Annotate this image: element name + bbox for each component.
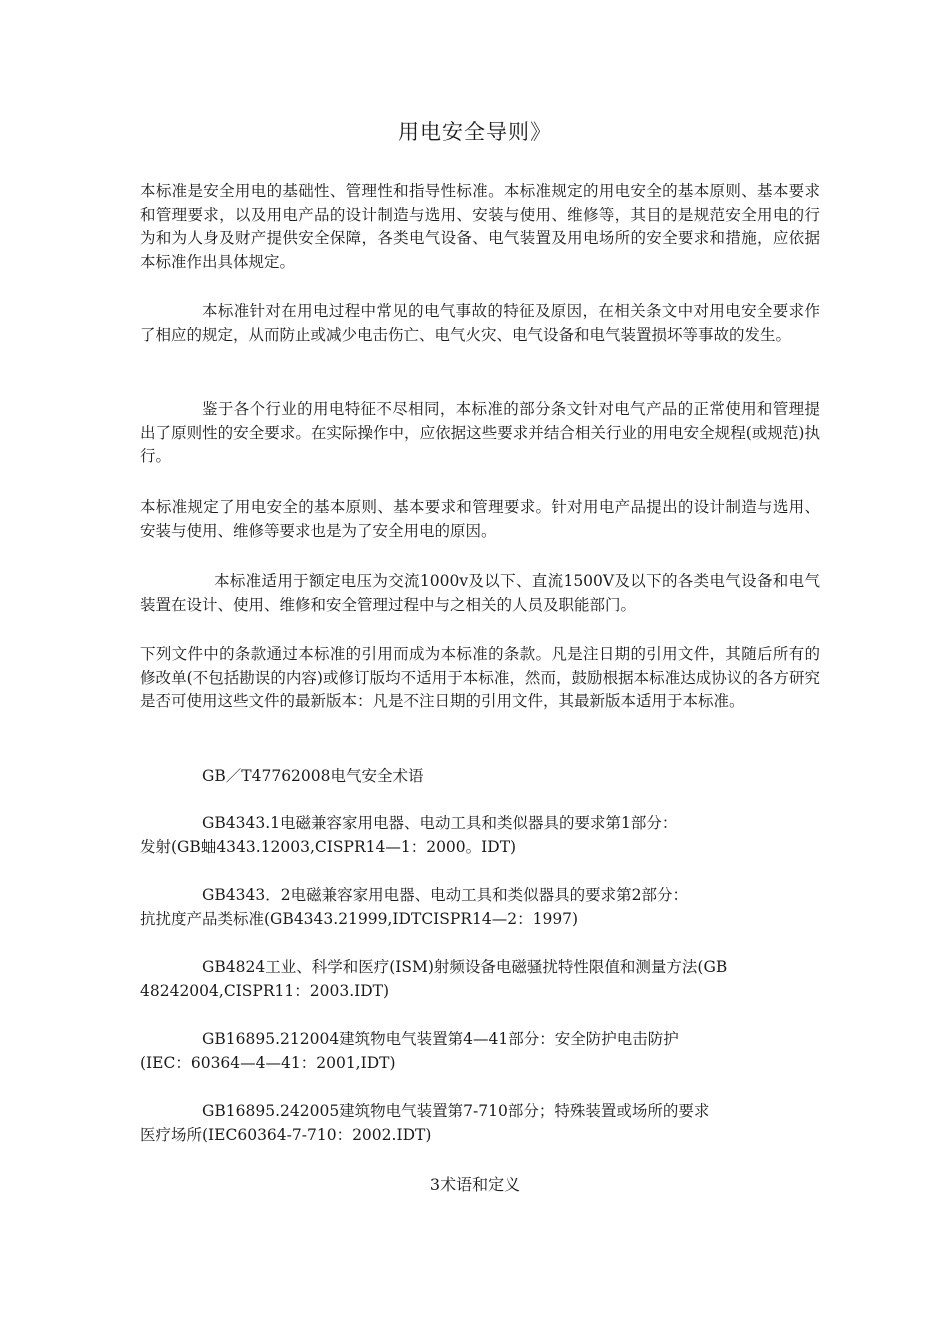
reference-item — [140, 765, 840, 789]
reference-item — [140, 884, 840, 931]
reference-line-continued: 医疗场所(IEC60364-7-710：2002.IDT) — [140, 1125, 432, 1144]
reference-line: GB4824工业、科学和医疗(ISM)射频设备电磁骚扰特性限值和测量方法(GB — [202, 958, 728, 976]
paragraph-basic-principles: 本标准规定了用电安全的基本原则、基本要求和管理要求。针对用电产品提出的设计制造与选用、安装与使用、维修等要求也是为了安全用电的原因。 — [140, 498, 820, 540]
reference-line-continued: (IEC：60364—4—41：2001,IDT) — [140, 1053, 396, 1072]
reference-line-continued: 48242004,CISPR11：2003.IDT) — [140, 981, 390, 1000]
paragraph-normative-references: 下列文件中的条款通过本标准的引用而成为本标准的条款。凡是注日期的引用文件，其随后所有的修改单(不包括勘误的内容)或修订版均不适用于本标准，然而，鼓励根据本标准达成协议的各方研究是否可使用这些文件的最新版本：凡是不注日期的引用文件，其最新版本适用于本标准。 — [140, 645, 820, 710]
reference-item — [140, 812, 840, 859]
paragraph-accident-prevention: 本标准针对在用电过程中常见的电气事故的特征及原因，在相关条文中对用电安全要求作了相应的规定，从而防止或减少电击伤亡、电气火灾、电气设备和电气装置损坏等事故的发生。 — [140, 302, 820, 344]
reference-line-continued: 抗扰度产品类标准(GB4343.21999,IDTCISPR14—2：1997) — [140, 909, 579, 928]
reference-line: GB4343.1电磁兼容家用电器、电动工具和类似器具的要求第1部分： — [202, 814, 678, 832]
reference-line: GB16895.242005建筑物电气装置第7-710部分；特殊装置或场所的要求 — [202, 1102, 710, 1120]
reference-item — [140, 1100, 840, 1147]
paragraph-scope-intro: 本标准是安全用电的基础性、管理性和指导性标准。本标准规定的用电安全的基本原则、基本要求和管理要求，以及用电产品的设计制造与选用、安装与使用、维修等，其目的是规范安全用电的行为和为人身及财产提供安全保障，各类电气设备、电气装置及用电场所的安全要求和措施，应依据本标准作出具体规定。 — [140, 182, 820, 271]
reference-line: GB16895.212004建筑物电气装置第4—41部分：安全防护电击防护 — [202, 1030, 679, 1048]
document-title: 用电安全导则》 — [398, 120, 552, 144]
reference-line: GB／T47762008电气安全术语 — [202, 767, 424, 785]
reference-item — [140, 956, 840, 1003]
reference-line-continued: 发射(GB蚰4343.12003,CISPR14—1：2000。IDT) — [140, 837, 517, 856]
reference-item — [140, 1028, 840, 1075]
reference-line: GB4343．2电磁兼容家用电器、电动工具和类似器具的要求第2部分： — [202, 886, 688, 904]
paragraph-industry-requirements: 鉴于各个行业的用电特征不尽相同，本标准的部分条文针对电气产品的正常使用和管理提出了原则性的安全要求。在实际操作中，应依据这些要求并结合相关行业的用电安全规程(或规范)执行。 — [140, 400, 820, 465]
section-heading: 3术语和定义 — [429, 1175, 521, 1194]
paragraph-applicability: 本标准适用于额定电压为交流1000v及以下、直流1500V及以下的各类电气设备和电气装置在设计、使用、维修和安全管理过程中与之相关的人员及职能部门。 — [140, 572, 820, 614]
